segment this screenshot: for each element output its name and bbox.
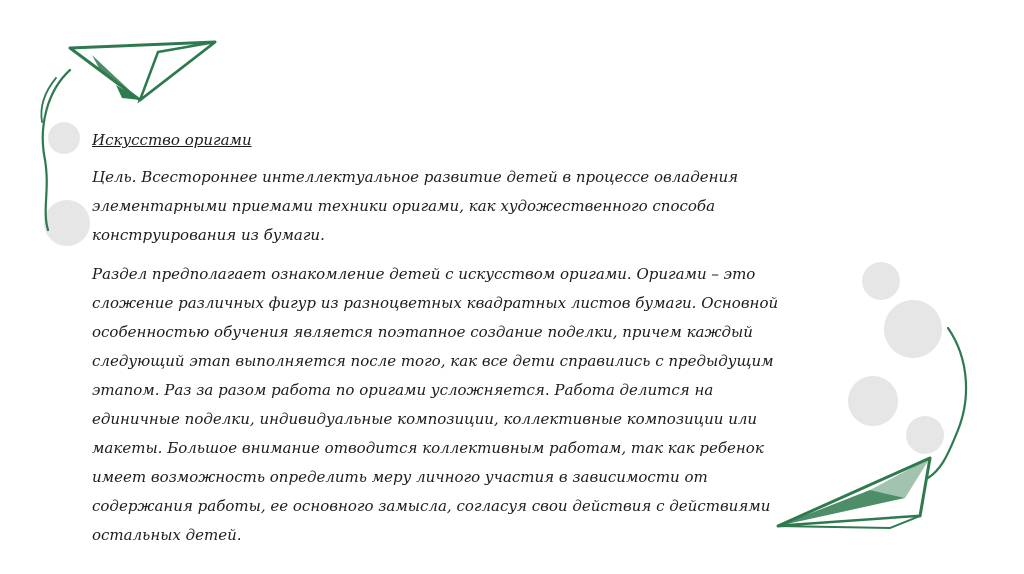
goal-text: Всестороннее интеллектуальное развитие детей в процессе овладения элементарными приемами техники оригами, как художественного способа конструирования из бумаги. bbox=[92, 168, 739, 244]
slide-title: Искусство оригами bbox=[92, 131, 252, 149]
content-block bbox=[92, 126, 792, 560]
goal-paragraph bbox=[92, 163, 792, 250]
decor-circle bbox=[862, 262, 900, 300]
goal-label: Цель. bbox=[92, 168, 137, 186]
description-paragraph: Раздел предполагает ознакомление детей с искусством оригами. Оригами – это сложение различных фигур из разноцветных квадратных листов бумаги. Основной особенностью обучения является поэтапное создание поделки, причем каждый следующий этап выполняется после того, как все дети справились с предыдущим этапом. Раз за разом работа по оригами усложняется. Работа делится на единичные поделки, индивидуальные композиции, коллективные композиции или макеты. Большое внимание отводится коллективным работам, так как ребенок имеет возможность определить меру личного участия в зависимости от содержания работы, ее основного замысла, согласуя свои действия с действиями остальных детей. bbox=[92, 265, 779, 544]
paper-plane-icon bbox=[770, 320, 990, 540]
